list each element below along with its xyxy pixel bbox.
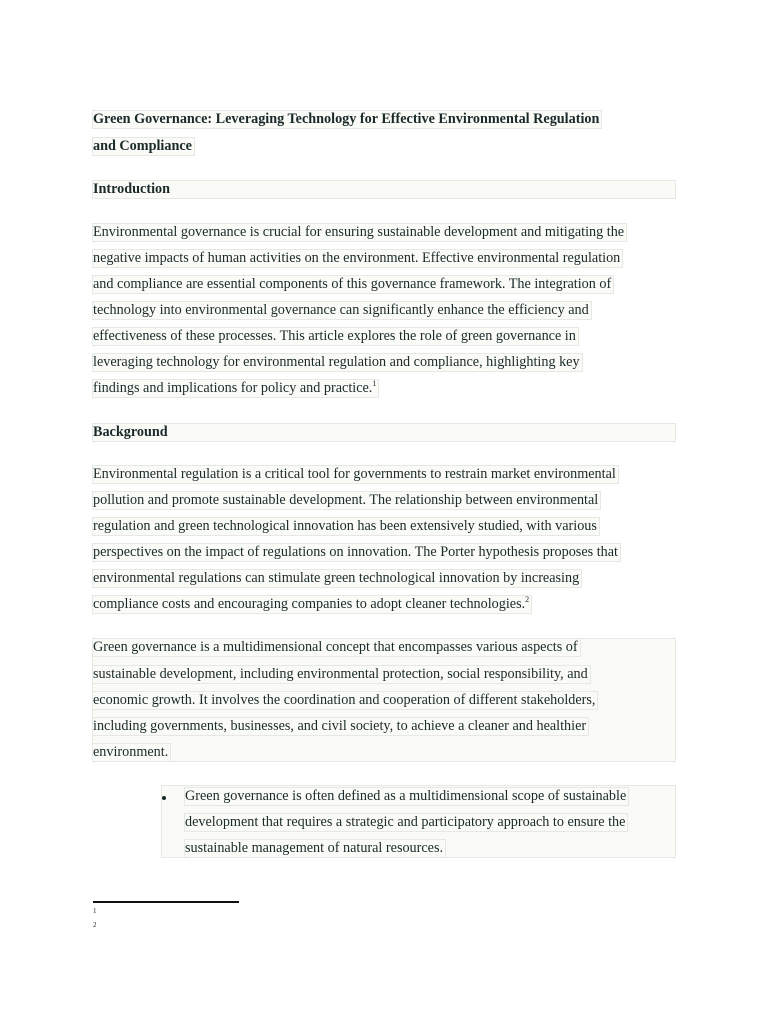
footnote-reference[interactable]: 2 xyxy=(525,595,530,604)
paragraph-line: Environmental governance is crucial for ensuring sustainable development and mitigating the xyxy=(93,224,625,240)
document-title-line-2: and Compliance xyxy=(93,138,192,154)
paragraph-line: Environmental regulation is a critical tool for governments to restrain market environmental xyxy=(93,466,616,482)
paragraph-text: findings and implications for policy and practice. xyxy=(93,380,373,396)
section-heading-introduction: Introduction xyxy=(93,181,170,197)
paragraph-last-line xyxy=(93,596,531,613)
paragraph-line: effectiveness of these processes. This article explores the role of green governance in xyxy=(93,328,576,344)
paragraph-last-line xyxy=(93,380,378,397)
bullet-line: sustainable management of natural resources. xyxy=(185,840,444,856)
paragraph-line: economic growth. It involves the coordination and cooperation of different stakeholders, xyxy=(93,692,596,708)
footnote-reference[interactable]: 1 xyxy=(372,379,377,388)
footnote-2: 2 xyxy=(93,921,97,929)
paragraph-line: and compliance are essential components of this governance framework. The integration of xyxy=(93,276,612,292)
paragraph-line: negative impacts of human activities on the environment. Effective environmental regulation xyxy=(93,250,621,266)
paragraph-line: pollution and promote sustainable development. The relationship between environmental xyxy=(93,492,599,508)
bullet-line: development that requires a strategic and participatory approach to ensure the xyxy=(185,814,626,830)
paragraph-text: compliance costs and encouraging companies to adopt cleaner technologies. xyxy=(93,596,526,612)
paragraph-line: environment. xyxy=(93,744,169,760)
paragraph-line: sustainable development, including environmental protection, social responsibility, and xyxy=(93,666,588,682)
heading-band xyxy=(93,181,675,198)
document-title-line-1: Green Governance: Leveraging Technology for Effective Environmental Regulation xyxy=(93,111,600,127)
heading-band xyxy=(93,424,675,441)
footnote-1: 1 xyxy=(93,907,97,915)
paragraph-line: leveraging technology for environmental regulation and compliance, highlighting key xyxy=(93,354,580,370)
paragraph-line: Green governance is a multidimensional concept that encompasses various aspects of xyxy=(93,639,578,655)
paragraph-line: regulation and green technological innovation has been extensively studied, with various xyxy=(93,518,597,534)
footnote-separator xyxy=(93,901,239,903)
paragraph-line: perspectives on the impact of regulations on innovation. The Porter hypothesis proposes that xyxy=(93,544,618,560)
paragraph-line: environmental regulations can stimulate green technological innovation by increasing xyxy=(93,570,580,586)
bullet-icon xyxy=(162,796,166,800)
paragraph-line: technology into environmental governance can significantly enhance the efficiency and xyxy=(93,302,589,318)
section-heading-background: Background xyxy=(93,424,168,440)
paragraph-line: including governments, businesses, and civil society, to achieve a cleaner and healthier xyxy=(93,718,587,734)
bullet-line: Green governance is often defined as a multidimensional scope of sustainable xyxy=(185,788,627,804)
